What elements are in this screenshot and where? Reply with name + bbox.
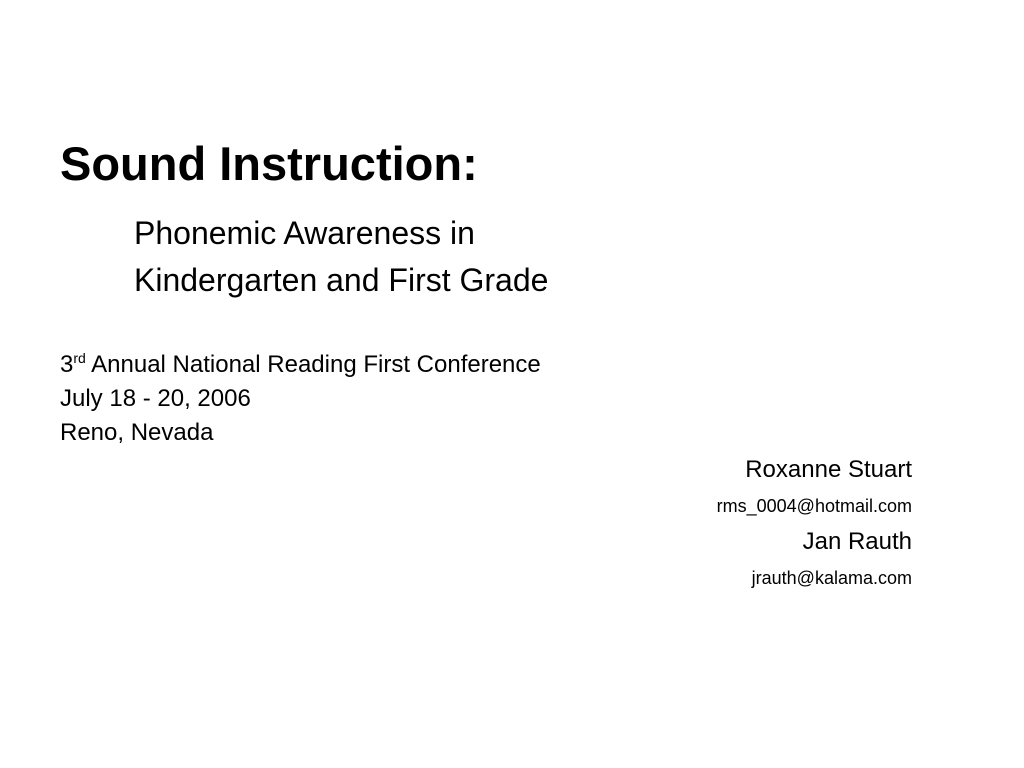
conference-title: Annual National Reading First Conference [85,351,541,378]
conference-name [60,348,541,382]
author-email: jrauth@kalama.com [751,568,912,588]
author-list [717,452,912,596]
subtitle-line: Kindergarten and First Grade [134,262,549,298]
subtitle-line: Phonemic Awareness in [134,215,475,251]
conference-info [60,348,541,450]
conference-dates: July 18 - 20, 2006 [60,385,251,412]
slide-subtitle [134,210,548,304]
author-email: rms_0004@hotmail.com [716,496,912,516]
slide-title: Sound Instruction: [60,137,478,190]
conference-location: Reno, Nevada [60,419,214,446]
conference-ordinal-number: 3 [60,351,74,378]
author-name: Jan Rauth [802,528,912,555]
conference-ordinal-suffix: rd [73,350,86,366]
author-name: Roxanne Stuart [745,456,912,483]
